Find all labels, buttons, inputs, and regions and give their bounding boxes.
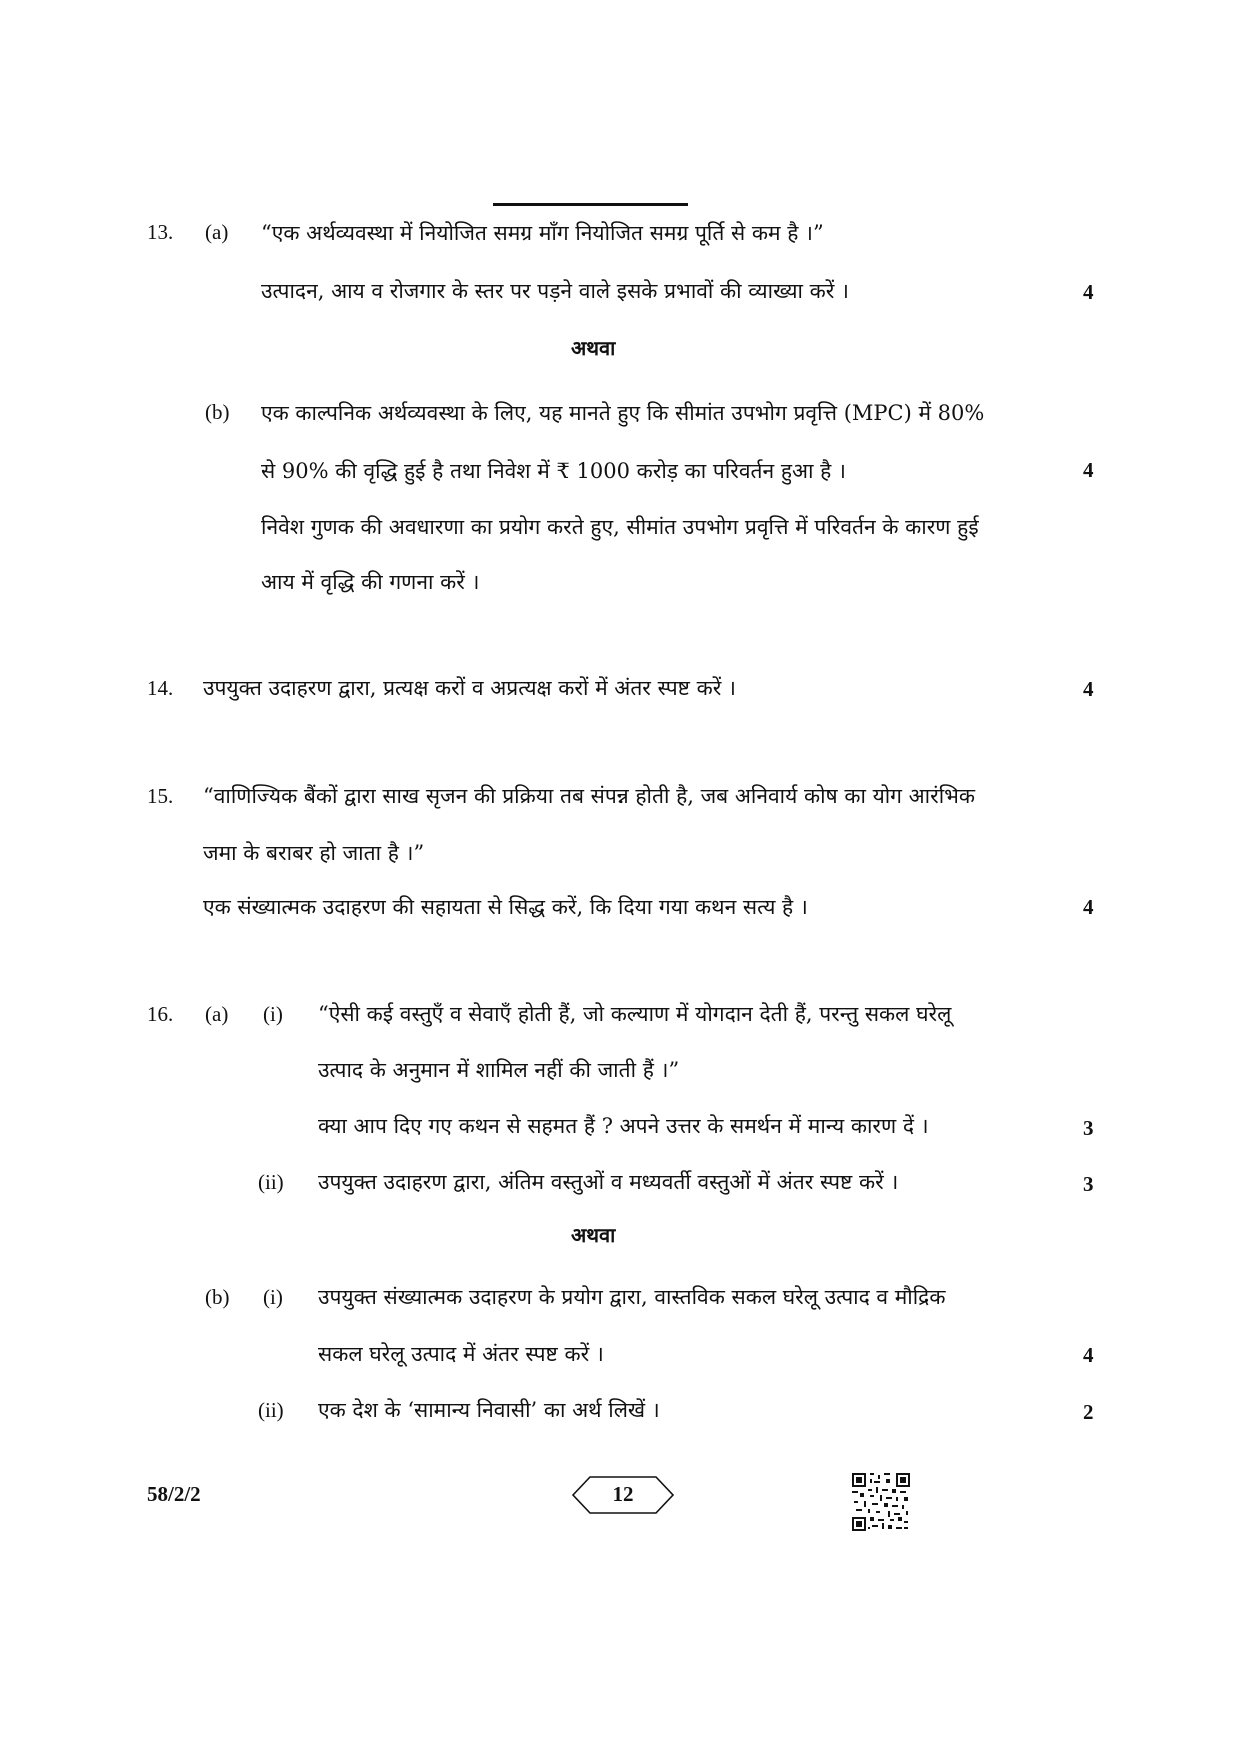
q13-number: 13.: [147, 220, 174, 244]
q14-number: 14.: [147, 676, 174, 700]
q13-a-line2: उत्पादन, आय व रोजगार के स्तर पर पड़ने वाले इसके प्रभावों की व्याख्या करें ।: [261, 279, 850, 303]
q16-b-i-marks: 4: [1083, 1343, 1094, 1367]
q16-a-i-label: (i): [263, 1002, 283, 1026]
q15-marks: 4: [1083, 895, 1094, 919]
q16-b-label: (b): [205, 1285, 230, 1309]
q16-a-i-line3: क्या आप दिए गए कथन से सहमत हैं ? अपने उत्तर के समर्थन में मान्य कारण दें ।: [318, 1114, 929, 1138]
q15-line3: एक संख्यात्मक उदाहरण की सहायता से सिद्ध करें, कि दिया गया कथन सत्य है ।: [203, 895, 808, 919]
q15-number: 15.: [147, 784, 174, 808]
q13-b-marks: 4: [1083, 458, 1094, 482]
paper-code: 58/2/2: [147, 1482, 201, 1506]
q16-or: अथवा: [571, 1223, 616, 1247]
q15-line2: जमा के बराबर हो जाता है ।”: [203, 841, 425, 865]
q16-b-ii-line1: एक देश के ‘सामान्य निवासी’ का अर्थ लिखें ।: [318, 1398, 660, 1422]
q16-a-i-marks: 3: [1083, 1116, 1094, 1140]
q16-a-i-line1: “ऐसी कई वस्तुएँ व सेवाएँ होती हैं, जो कल्याण में योगदान देती हैं, परन्तु सकल घरेलू: [318, 1002, 952, 1026]
q16-b-i-line1: उपयुक्त संख्यात्मक उदाहरण के प्रयोग द्वारा, वास्तविक सकल घरेलू उत्पाद व मौद्रिक: [318, 1285, 946, 1309]
q13-a-line1: “एक अर्थव्यवस्था में नियोजित समग्र माँग नियोजित समग्र पूर्ति से कम है ।”: [261, 221, 824, 245]
q16-b-ii-marks: 2: [1083, 1400, 1094, 1424]
q13-b-line1: एक काल्पनिक अर्थव्यवस्था के लिए, यह मानते हुए कि सीमांत उपभोग प्रवृत्ति (MPC) में 80%: [261, 401, 985, 425]
page-number: 12: [612, 1482, 634, 1506]
q16-b-ii-label: (ii): [258, 1398, 284, 1422]
q14-line1: उपयुक्त उदाहरण द्वारा, प्रत्यक्ष करों व अप्रत्यक्ष करों में अंतर स्पष्ट करें ।: [203, 676, 736, 700]
q16-a-ii-line1: उपयुक्त उदाहरण द्वारा, अंतिम वस्तुओं व मध्यवर्ती वस्तुओं में अंतर स्पष्ट करें ।: [318, 1170, 899, 1194]
q13-b-line4: आय में वृद्धि की गणना करें ।: [261, 570, 480, 594]
qr-code-icon: [852, 1473, 910, 1531]
q13-or: अथवा: [571, 336, 616, 360]
q16-b-i-line2: सकल घरेलू उत्पाद में अंतर स्पष्ट करें ।: [318, 1342, 604, 1366]
q16-a-ii-marks: 3: [1083, 1172, 1094, 1196]
q13-a-label: (a): [205, 220, 229, 244]
q14-marks: 4: [1083, 677, 1094, 701]
q13-a-marks: 4: [1083, 280, 1094, 304]
q15-line1: “वाणिज्यिक बैंकों द्वारा साख सृजन की प्रक्रिया तब संपन्न होती है, जब अनिवार्य कोष का योग आरंभिक: [203, 784, 976, 808]
q13-b-label: (b): [205, 400, 230, 424]
q16-number: 16.: [147, 1002, 174, 1026]
q16-a-ii-label: (ii): [258, 1170, 284, 1194]
q13-b-line3: निवेश गुणक की अवधारणा का प्रयोग करते हुए, सीमांत उपभोग प्रवृत्ति में परिवर्तन के कारण हुई: [261, 515, 979, 539]
top-rule: [493, 203, 688, 206]
q13-b-line2: से 90% की वृद्धि हुई है तथा निवेश में ₹ 1000 करोड़ का परिवर्तन हुआ है ।: [261, 459, 846, 483]
q16-b-i-label: (i): [263, 1285, 283, 1309]
q16-a-label: (a): [205, 1002, 229, 1026]
q16-a-i-line2: उत्पाद के अनुमान में शामिल नहीं की जाती हैं ।”: [318, 1058, 680, 1082]
